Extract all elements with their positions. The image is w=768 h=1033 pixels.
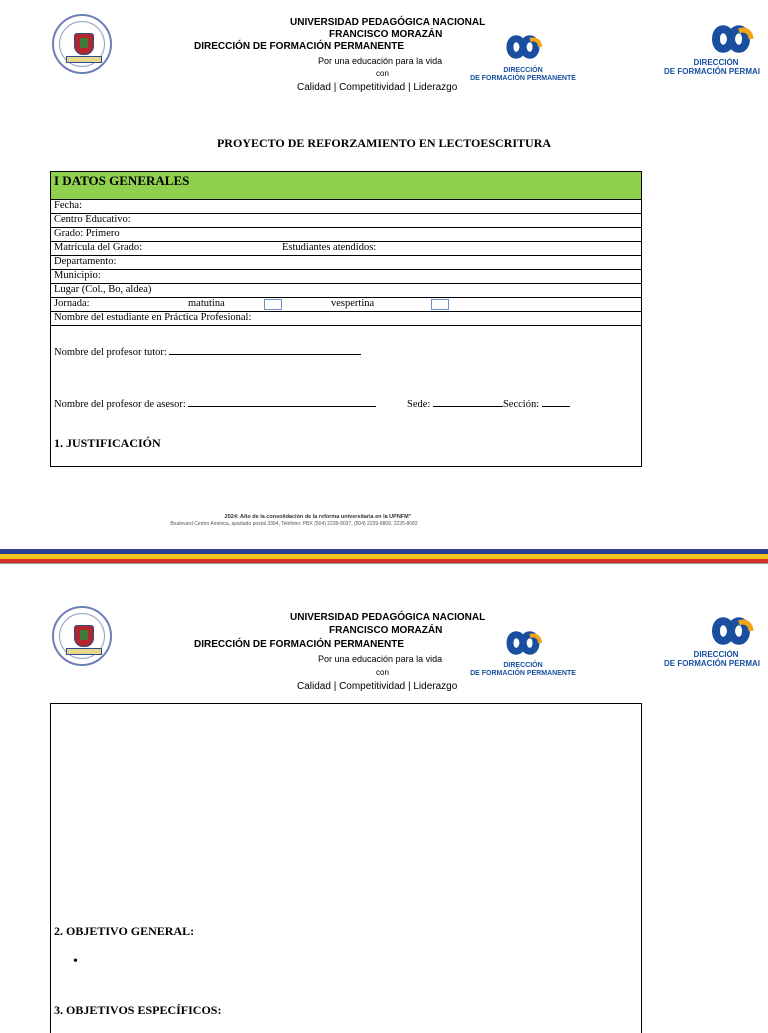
objetivos-especificos-heading: 3. OBJETIVOS ESPECÍFICOS: (54, 1003, 222, 1017)
logo-right-label-page2: DIRECCIÓN DE FORMACIÓN PERMAI (664, 650, 760, 668)
fecha-row[interactable]: Fecha: (51, 200, 641, 214)
university-name-2-page2: FRANCISCO MORAZÁN (329, 625, 443, 636)
estudiantes-label: Estudiantes atendidos: (282, 242, 377, 253)
datos-generales-box (50, 171, 642, 467)
matutina-checkbox[interactable] (264, 299, 282, 310)
motto-line1: Por una educación para la vida (318, 56, 443, 66)
infinity-logo-page2-icon (496, 626, 550, 660)
practica-row[interactable]: Nombre del estudiante en Práctica Profesional: (51, 312, 641, 326)
direction-name: DIRECCIÓN DE FORMACIÓN PERMANENTE (194, 41, 405, 52)
infinity-logo-icon (496, 30, 550, 64)
motto-line2-page2: con (376, 668, 389, 677)
motto-line3: Calidad | Competitividad | Liderazgo (297, 82, 458, 93)
sede-field[interactable]: Sede: Sección: (407, 396, 570, 410)
motto-line3-page2: Calidad | Competitividad | Liderazgo (297, 681, 458, 692)
university-name: UNIVERSIDAD PEDAGÓGICA NACIONAL (290, 17, 486, 28)
motto-line1-page2: Por una educación para la vida (318, 654, 443, 664)
matricula-row[interactable]: Matrícula del Grado: Estudiantes atendidos: (51, 242, 641, 256)
footer-address: Boulevard Centro América, apartado postal 3394, Teléfono: PBX (504) 2239-8037, (504) 2239-8809, 2235-8082 (170, 521, 418, 527)
document-title: PROYECTO DE REFORZAMIENTO EN LECTOESCRITURA (216, 136, 552, 150)
asesor-input-line[interactable] (188, 396, 376, 407)
objetivo-general-heading: 2. OBJETIVO GENERAL: (54, 924, 195, 938)
university-seal (52, 14, 112, 74)
datos-generales-heading: I DATOS GENERALES (51, 172, 641, 200)
logo-label: DIRECCIÓN DE FORMACIÓN PERMANENTE (470, 67, 576, 82)
content-box-page2 (50, 703, 642, 1033)
asesor-field[interactable]: Nombre del profesor de asesor: (54, 396, 376, 410)
jornada-row: Jornada: matutina vespertina (51, 298, 641, 312)
vespertina-checkbox[interactable] (431, 299, 449, 310)
seccion-input-line[interactable] (542, 396, 570, 407)
tutor-field[interactable]: Nombre del profesor tutor: (54, 344, 361, 358)
infinity-logo-right-page2-icon (700, 612, 762, 650)
sede-input-line[interactable] (433, 396, 503, 407)
direction-name-page2: DIRECCIÓN DE FORMACIÓN PERMANENTE (194, 639, 405, 650)
vespertina-label: vespertina (331, 298, 375, 309)
matutina-label: matutina (188, 298, 225, 309)
university-name-2: FRANCISCO MORAZÁN (329, 29, 443, 40)
bullet-item: • (73, 954, 78, 969)
page-gap-line (0, 563, 768, 564)
logo-label-page2: DIRECCIÓN DE FORMACIÓN PERMANENTE (470, 662, 576, 677)
logo-right-label: DIRECCIÓN DE FORMACIÓN PERMAI (664, 58, 760, 76)
tutor-input-line[interactable] (169, 344, 361, 355)
university-seal-page2 (52, 606, 112, 666)
infinity-logo-right-icon (700, 20, 762, 58)
departamento-row[interactable]: Departamento: (51, 256, 641, 270)
municipio-row[interactable]: Municipio: (51, 270, 641, 284)
centro-row[interactable]: Centro Educativo: (51, 214, 641, 228)
footer-year-motto: 2024: Año de la consolidación de la reforma universitaria en la UPNFM" (224, 514, 412, 520)
grado-row[interactable]: Grado: Primero (51, 228, 641, 242)
motto-line2: con (376, 69, 389, 78)
university-name-page2: UNIVERSIDAD PEDAGÓGICA NACIONAL (290, 612, 486, 623)
justificacion-heading: 1. JUSTIFICACIÓN (54, 436, 161, 450)
lugar-row[interactable]: Lugar (Col., Bo, aldea) (51, 284, 641, 298)
